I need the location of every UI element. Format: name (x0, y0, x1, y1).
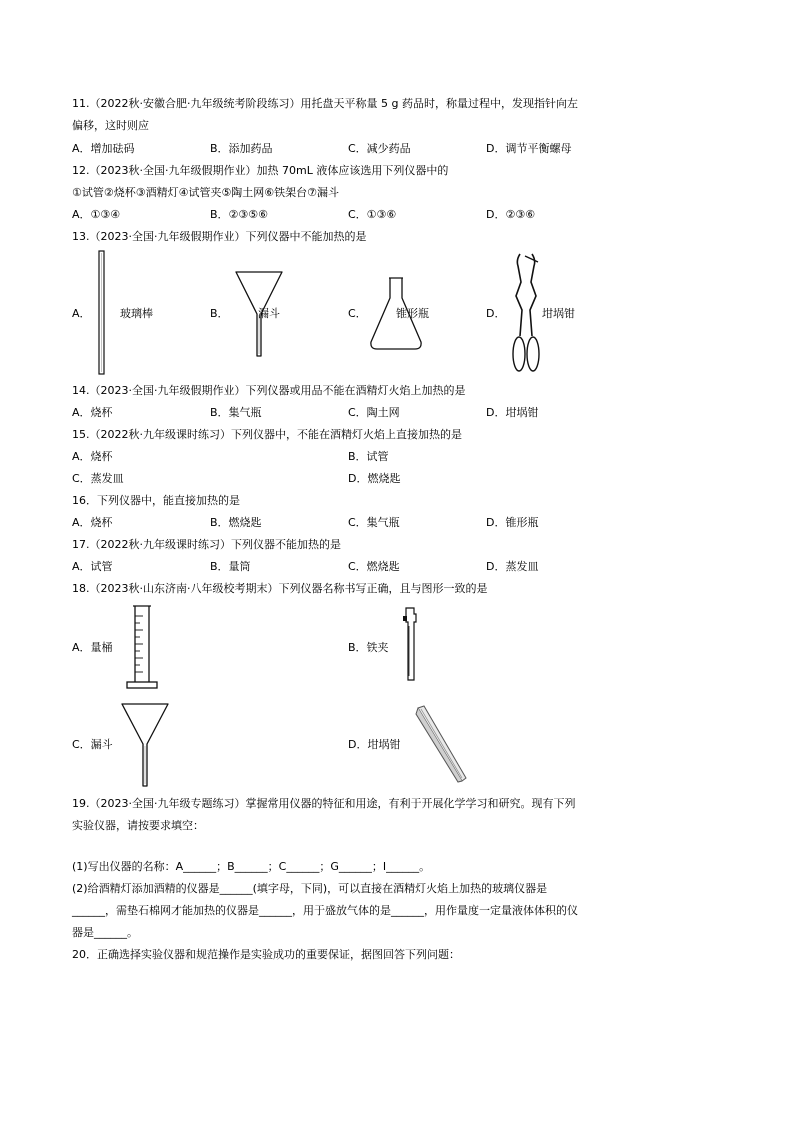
q19-part2-line2: ______，需垫石棉网才能加热的仪器是______，用于盛放气体的是______，用作量度一定量液体体积的仪 (72, 904, 578, 917)
q15-stem: 15.（2022秋·九年级课时练习）下列仪器中，不能在酒精灯火焰上直接加热的是 (72, 428, 462, 441)
iron-clamp-icon (400, 606, 420, 684)
q13-option-b-name: 漏斗 (258, 307, 280, 320)
q13-option-c-letter: C． (348, 307, 367, 320)
q16-option-d: D．锥形瓶 (486, 516, 539, 529)
graduated-cylinder-icon (124, 604, 160, 690)
q13-option-b-letter: B． (210, 307, 229, 320)
q18-option-d: D．坩埚钳 (348, 738, 401, 751)
q13-stem: 13.（2023·全国·九年级假期作业）下列仪器中不能加热的是 (72, 230, 367, 243)
q17-option-b: B．量筒 (210, 560, 251, 573)
q15-option-b: B．试管 (348, 450, 389, 463)
q15-option-c: C．蒸发皿 (72, 472, 124, 485)
q11-stem-line2: 偏移，这时则应 (72, 119, 149, 132)
q11-option-d: D．调节平衡螺母 (486, 142, 572, 155)
q11-option-c: C．减少药品 (348, 142, 411, 155)
q18-option-c: C．漏斗 (72, 738, 113, 751)
q11-option-b: B．添加药品 (210, 142, 273, 155)
q11-option-a: A．增加砝码 (72, 142, 135, 155)
q12-option-c: C．①③⑥ (348, 208, 397, 221)
q16-option-b: B．燃烧匙 (210, 516, 262, 529)
q14-option-c: C．陶土网 (348, 406, 400, 419)
q11-stem-line1: 11.（2022秋·安徽合肥·九年级统考阶段练习）用托盘天平称量 5 g 药品时，称量过程中，发现指针向左 (72, 97, 578, 110)
q15-option-a: A．烧杯 (72, 450, 113, 463)
q13-option-c-name: 锥形瓶 (396, 307, 429, 320)
q14-stem: 14.（2023·全国·九年级假期作业）下列仪器或用品不能在酒精灯火焰上加热的是 (72, 384, 466, 397)
q14-option-a: A．烧杯 (72, 406, 113, 419)
q12-option-b: B．②③⑤⑥ (210, 208, 268, 221)
q12-items: ①试管②烧杯③酒精灯④试管夹⑤陶土网⑥铁架台⑦漏斗 (72, 186, 340, 199)
funnel-icon (120, 700, 170, 788)
q14-option-b: B．集气瓶 (210, 406, 262, 419)
tweezers-icon (414, 704, 470, 784)
q18-option-a: A．量桶 (72, 641, 113, 654)
q13-option-a-name: 玻璃棒 (120, 307, 153, 320)
q17-option-c: C．燃烧匙 (348, 560, 400, 573)
q19-stem-line1: 19.（2023·全国·九年级专题练习）掌握常用仪器的特征和用途，有利于开展化学学习和研究。现有下列 (72, 797, 576, 810)
q13-option-d-letter: D． (486, 307, 506, 320)
q18-stem: 18.（2023秋·山东济南·八年级校考期末）下列仪器名称书写正确，且与图形一致的是 (72, 582, 488, 595)
q12-option-a: A．①③④ (72, 208, 121, 221)
q19-stem-line2: 实验仪器，请按要求填空： (72, 819, 204, 832)
q14-option-d: D．坩埚钳 (486, 406, 539, 419)
crucible-tongs-icon (506, 252, 546, 376)
q19-part2-line1: (2)给酒精灯添加酒精的仪器是______(填字母，下同)，可以直接在酒精灯火焰上加热的玻璃仪器是 (72, 882, 548, 895)
q12-option-d: D．②③⑥ (486, 208, 536, 221)
glass-rod-icon (96, 250, 108, 376)
q20-stem: 20．正确选择实验仪器和规范操作是实验成功的重要保证，据图回答下列问题： (72, 948, 460, 961)
q17-option-d: D．蒸发皿 (486, 560, 539, 573)
q13-option-d-name: 坩埚钳 (542, 307, 575, 320)
q16-option-c: C．集气瓶 (348, 516, 400, 529)
q19-part2-line3: 器是______。 (72, 926, 138, 939)
q13-option-a-letter: A． (72, 307, 91, 320)
q16-option-a: A．烧杯 (72, 516, 113, 529)
q16-stem: 16．下列仪器中，能直接加热的是 (72, 494, 240, 507)
q17-option-a: A．试管 (72, 560, 113, 573)
q15-option-d: D．燃烧匙 (348, 472, 401, 485)
q19-part1: (1)写出仪器的名称：A______；B______；C______；G______；I______。 (72, 860, 431, 873)
q12-stem: 12.（2023秋·全国·九年级假期作业）加热 70mL 液体应该选用下列仪器中的 (72, 164, 449, 177)
q18-option-b: B．铁夹 (348, 641, 389, 654)
q17-stem: 17.（2022秋·九年级课时练习）下列仪器不能加热的是 (72, 538, 341, 551)
